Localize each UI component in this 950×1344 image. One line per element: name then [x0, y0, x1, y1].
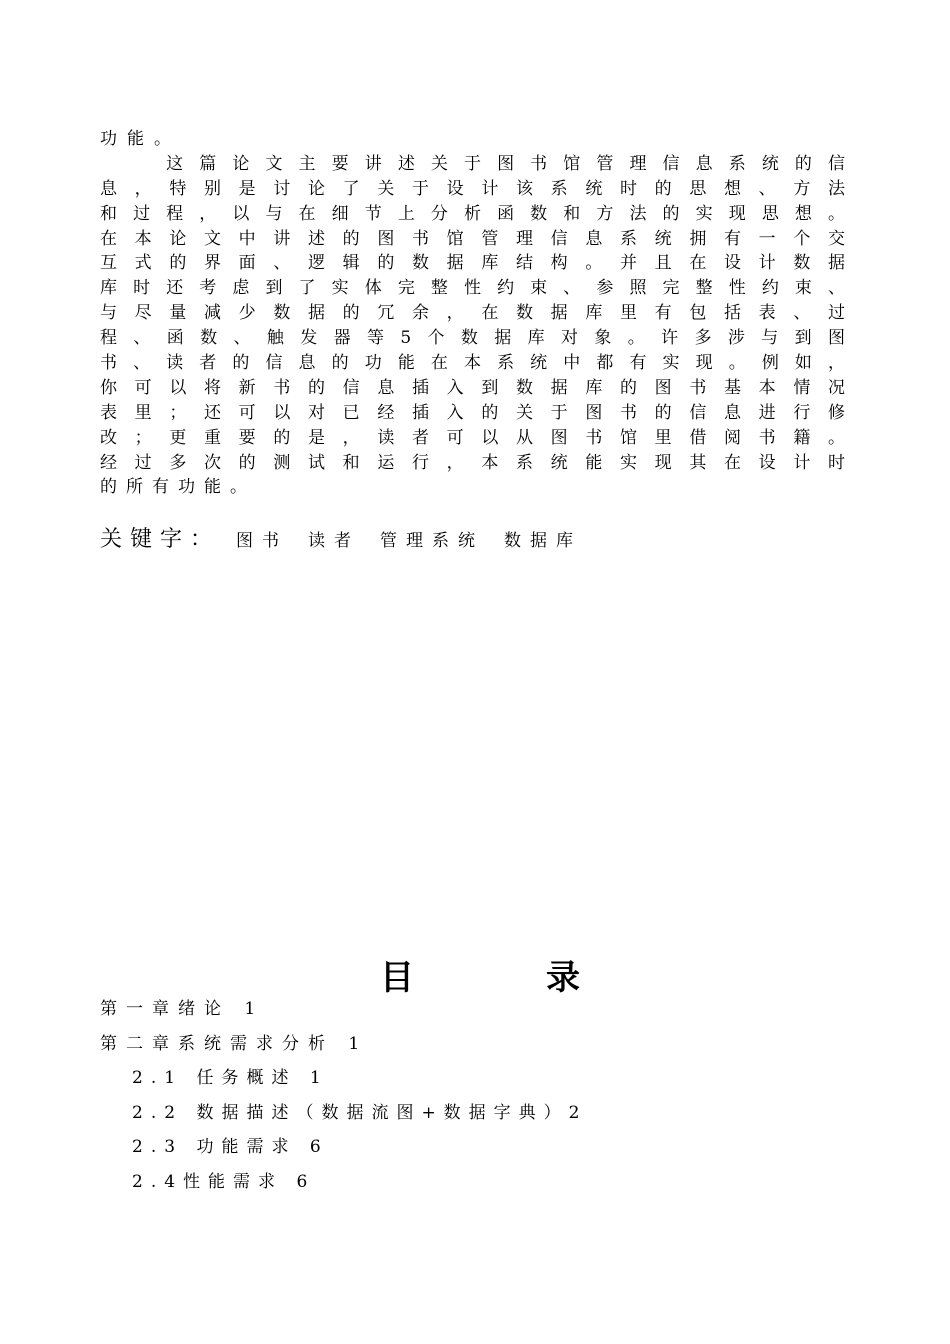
keyword-item: 管理系统 [380, 531, 485, 551]
toc-entry-section-2-1[interactable]: 2.1 任务概述 1 [132, 1068, 329, 1088]
abstract-line: 经过多次的测试和运行，本系统能实现其在设计时 [100, 452, 845, 473]
toc-entry-chapter-2[interactable]: 第二章系统需求分析 1 [100, 1033, 369, 1054]
abstract-line: 和过程，以与在细节上分析函数和方法的实现思想。 [100, 203, 845, 224]
abstract-line: 你可以将新书的信息插入到数据库的图书基本情况 [100, 377, 845, 398]
abstract-line: 改；更重要的是，读者可以从图书馆里借阅书籍。 [100, 427, 845, 448]
keyword-item: 数据库 [504, 531, 583, 551]
toc-title [380, 950, 580, 999]
toc-title-char: 录 [546, 958, 580, 998]
toc-entry-chapter-1[interactable]: 第一章绪论 1 [100, 999, 265, 1019]
keyword-item: 读者 [308, 531, 361, 551]
table-of-contents [100, 996, 800, 1203]
toc-entry-section-2-2[interactable]: 2.2 数据描述（数据流图+数据字典）2 [132, 1102, 588, 1123]
keywords-row [100, 522, 602, 553]
abstract-line: 表里；还可以对已经插入的关于图书的信息进行修 [100, 402, 845, 423]
abstract-line: 息，特别是讨论了关于设计该系统时的思想、方法 [100, 178, 845, 199]
abstract-line: 这篇论文主要讲述关于图书馆管理信息系统的信 [100, 153, 845, 174]
abstract-line: 功能。 [100, 129, 181, 149]
abstract-line: 互式的界面、逻辑的数据库结构。并且在设计数据 [100, 253, 845, 274]
toc-title-char: 目 [380, 958, 414, 998]
abstract-line: 的所有功能。 [100, 477, 256, 498]
keyword-item: 图书 [236, 531, 289, 551]
abstract-line: 与尽量减少数据的冗余，在数据库里有包括表、过 [100, 303, 845, 324]
toc-entry-section-2-3[interactable]: 2.3 功能需求 6 [132, 1137, 329, 1157]
toc-entry-section-2-4[interactable]: 2.4性能需求 6 [132, 1171, 316, 1192]
abstract-line: 库时还考虑到了实体完整性约束、参照完整性约束、 [100, 278, 845, 299]
abstract-line: 书、读者的信息的功能在本系统中都有实现。例如， [100, 353, 845, 374]
abstract-line: 在本论文中讲述的图书馆管理信息系统拥有一个交 [100, 228, 845, 249]
abstract-section [100, 127, 845, 500]
keywords-label: 关键字： [100, 527, 221, 552]
abstract-line: 程、函数、触发器等5个数据库对象。许多涉与到图 [100, 328, 845, 349]
